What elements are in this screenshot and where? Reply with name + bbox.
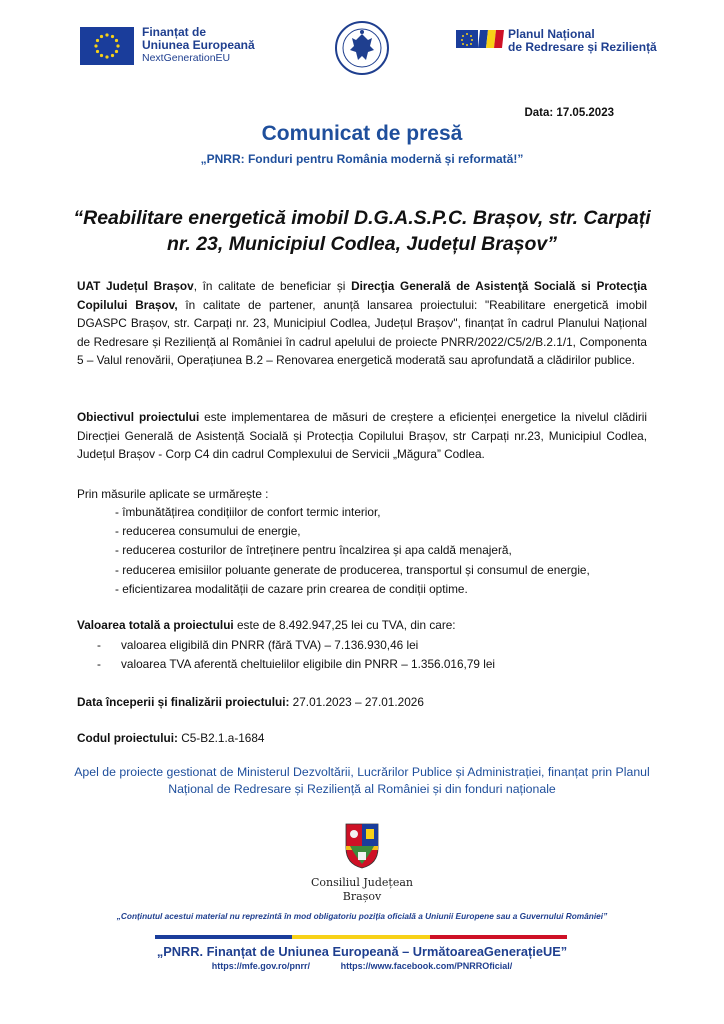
project-code-line: Codul proiectului: C5-B2.1.a-1684 [77, 731, 265, 745]
project-code-label: Codul proiectului: [77, 731, 178, 745]
project-title [70, 205, 654, 257]
list-item: - valoarea eligibilă din PNRR (fără TVA) – 7.136.930,46 lei [97, 638, 419, 652]
project-title-line1: “Reabilitare energetică imobil D.G.A.S.P.C. Brașov, str. Carpați [73, 207, 651, 229]
project-dates-line: Data începerii și finalizării proiectului: 27.01.2023 – 27.01.2026 [77, 695, 424, 709]
intro-paragraph: UAT Județul Brașov, în calitate de beneficiar și Direcţia Generală de Asistenţă Socială si Protecţia Copilului Brașov, în calitate de partener, anunță lansarea proiectului: "Reabilitare energetică imobil DGASPC Brașov, str. Carpați nr. 23, Municipiul Codlea, Județul Brașov", finanțat în cadrul Planului Național de Redresare și Reziliență al României în cadrul apelului de proiecte PNRR/2022/C5/2/B.2.1/1, Componenta 5 – Valul renovării, Operațiunea B.2 – Renovarea energetică moderată sau aprofundată a clădirilor publice. [77, 279, 647, 367]
objective-label: Obiectivul proiectului [77, 410, 200, 424]
coat-of-arms-icon [344, 820, 380, 875]
eu-flag-icon [80, 27, 134, 65]
footer-links [0, 961, 724, 971]
government-seal-icon [334, 20, 390, 76]
page-subtitle: „PNRR: Fonduri pentru România modernă și reformată!” [200, 152, 524, 166]
total-value-line: Valoarea totală a proiectului este de 8.492.947,25 lei cu TVA, din care: [77, 618, 456, 632]
value-breakdown-list [97, 636, 495, 673]
eu-logo-line1: Finanțat de [142, 25, 207, 39]
mfe-link[interactable]: https://mfe.gov.ro/pnrr/ [211, 961, 311, 971]
list-item: - reducerea consumului de energie, [115, 524, 301, 539]
pnrr-logo-line2: de Redresare și Reziliență [508, 40, 657, 54]
facebook-link[interactable]: https://www.facebook.com/PNRROficial/ [340, 961, 513, 971]
list-item: - îmbunătățirea condițiilor de confort termic interior, [115, 505, 381, 519]
pnrr-flag-icon [456, 28, 504, 50]
list-item: - reducerea costurilor de întreținere pentru încalzirea și apa caldă menajeră, [115, 543, 512, 558]
measures-intro: Prin măsurile aplicate se urmărește : [77, 487, 269, 501]
partner-name: Direcţia Generală de Asistenţă Socială si Protecţia Copilului Brașov, [77, 279, 647, 312]
page-title: Comunicat de presă [261, 122, 463, 145]
total-value-label: Valoarea totală a proiectului [77, 618, 234, 632]
eu-logo-line3: NextGenerationEU [142, 52, 231, 64]
project-title-line2: nr. 23, Municipiul Codlea, Județul Brașov” [166, 233, 558, 255]
eu-funding-logo [80, 26, 255, 65]
pnrr-logo-line1: Planul Național [508, 27, 595, 41]
beneficiary-name: UAT Județul Brașov [77, 279, 194, 293]
project-dates-label: Data începerii și finalizării proiectului: [77, 695, 290, 709]
measures-list [115, 503, 590, 599]
eu-logo-line2: Uniunea Europeană [142, 38, 255, 52]
pnrr-logo [456, 28, 657, 54]
list-item: - reducerea emisiilor poluante generate de producerea, transportul și consumul de energie, [115, 562, 590, 577]
list-item: - eficientizarea modalității de cazare prin crearea de condiții optime. [115, 581, 468, 596]
footer-slogan: „PNRR. Finanțat de Uniunea Europeană – UrmătoareaGenerațieUE” [156, 944, 568, 959]
disclaimer: „Conținutul acestui material nu reprezintă în mod obligatoriu poziția oficială a Uniunii Europene sau a Guvernului României” [116, 911, 608, 921]
county-council-name: Consiliul Județean Brașov [310, 876, 414, 903]
list-item: - valoarea TVA aferentă cheltuielilor eligibile din PNRR – 1.356.016,79 lei [97, 656, 496, 671]
tricolor-divider [155, 935, 567, 939]
press-release-date: Data: 17.05.2023 [524, 107, 614, 119]
objective-paragraph: Obiectivul proiectului este implementarea de măsuri de creștere a eficienței energetice la nivelul clădirii Direcției Generală de Asistență Socială și Protecția Copilului Brașov, str Carpați nr.23, Municipiul Codlea, Județul Brașov - Corp C4 din cadrul Complexului de Servicii „Măgura” Codlea. [77, 410, 648, 461]
call-info-text: Apel de proiecte gestionat de Ministerul Dezvoltării, Lucrărilor Publice și Administrației, finanțat prin Planul Național de Redresare și Reziliență al României și din fonduri naționale [74, 765, 650, 796]
